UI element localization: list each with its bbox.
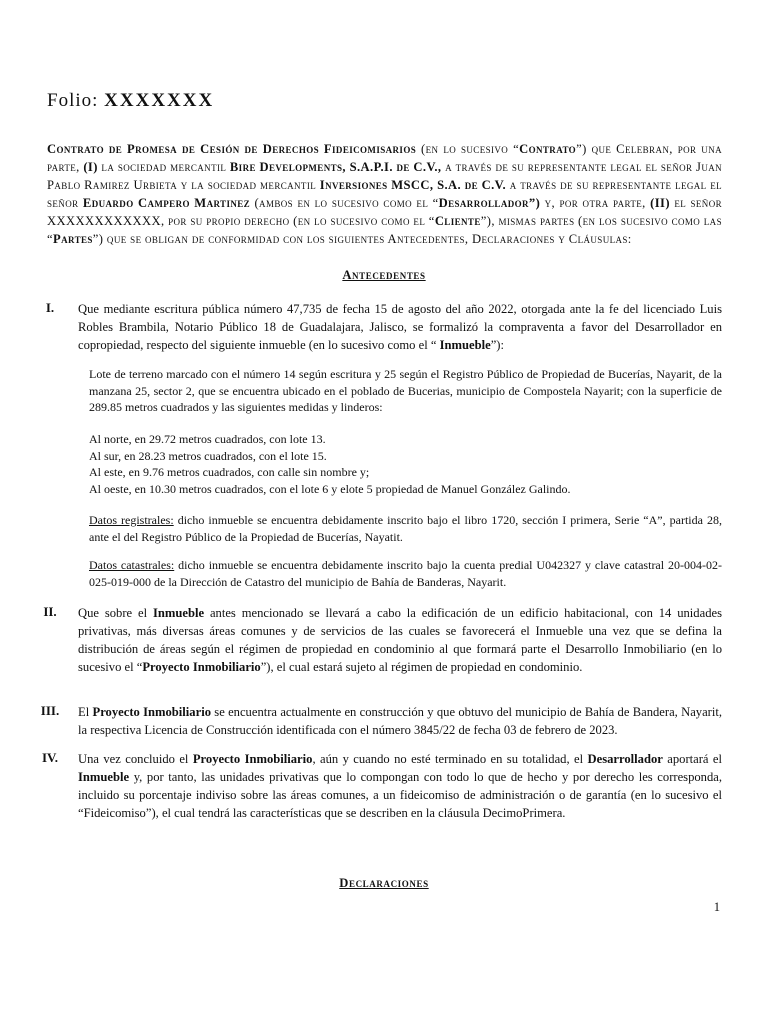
item-text [78,703,722,739]
antecedente-item-2 [32,604,722,676]
contract-intro [47,140,722,248]
lindero-oeste: Al oeste, en 10.30 metros cuadrados, con el lote 6 y elote 5 propiedad de Manuel González Galindo. [89,481,571,496]
intro-text: ”) que se obligan de conformidad con los siguientes Antecedentes, Declaraciones y Cláusulas: [92,232,632,246]
item-number: II. [43,604,57,619]
text-run: Que mediante escritura pública número 47,735 de fecha 15 de agosto del año 2022, otorgada ante la fe del licenciado Luis Robles Brambila, Notario Público 18 de Guadalajara, Jalisco, se formalizó la compraventa a favor del Desarrollador en copropiedad, respecto del siguiente inmueble (en lo sucesivo como el “ [78,302,722,352]
intro-text: el señor XXXXXXXXXXXX, por su propio derecho (en lo sucesivo como el “ [47,196,723,228]
intro-text: (en lo sucesivo “ [416,142,520,156]
antecedentes-heading: Antecedentes [342,268,426,282]
item-text [78,750,722,822]
text-run: antes mencionado se llevará a cabo la edificación de un edificio habitacional, con 14 unidades privativas, más diversas áreas comunes y de servicios de las cuales se favorecerá el Inmueble una vez que se defina la distribución de áreas según el régimen de propiedad en condominio al que formará parte el Desarrollo Inmobiliario (en lo sucesivo el “ [78,606,722,674]
lindero-sur: Al sur, en 28.23 metros cuadrados, con el lote 15. [89,448,327,463]
text-run: ”), el cual estará sujeto al régimen de propiedad en condominio. [260,660,583,674]
lote-description: Lote de terreno marcado con el número 14 según escritura y 25 según el Registro Público de Propiedad de Bucerías, Nayarit, de la manzana 25, sector 2, que se encuentra ubicado en el poblado de Bucerias, municipio de Compostela Nayarit; con la superficie de 289.85 metros cuadrados y las siguientes medidas y linderos: [89,367,722,414]
text-run: El [78,705,93,719]
intro-bold: Inversiones MSCC, S.A. de C.V. [319,178,507,192]
intro-bold: (II) [650,196,670,210]
item-text [78,300,722,354]
datos-catastrales [89,557,722,590]
text-run: , aún y cuando no esté terminado en su totalidad, el [312,752,588,766]
datos-registrales-text: dicho inmueble se encuentra debidamente inscrito bajo el libro 1720, sección I primera, Serie “A”, partida 28, ante el del Registro Público de la Propiedad de Bucerías, Nayatit. [89,513,723,544]
antecedente-item-1 [32,300,722,354]
datos-catastrales-text: dicho inmueble se encuentra debidamente inscrito bajo la cuenta predial U042327 y clave catastral 20-004-02-025-019-000 de la Dirección de Catastro del municipio de Bahía de Banderas, Nayarit. [89,558,722,589]
text-bold: Proyecto Inmobiliario [142,660,261,674]
datos-registrales-label: Datos registrales: [89,513,174,527]
datos-catastrales-label: Datos catastrales: [89,558,175,572]
item-number: I. [45,300,55,315]
intro-text: ”) que Celebran, por una parte, [47,142,722,174]
page-number: 1 [713,900,720,914]
intro-bold: Contrato [519,142,577,156]
intro-text: ”), mismas partes (en los sucesivo como las “ [47,214,722,246]
linderos [89,431,722,497]
intro-bold: Eduardo Campero Martinez [82,196,251,210]
text-run: ”): [490,338,504,352]
antecedente-item-3 [32,703,722,739]
folio-value: XXXXXXX [104,90,215,111]
lindero-norte: Al norte, en 29.72 metros cuadrados, con lote 13. [89,432,326,446]
item-number: III. [40,703,60,718]
text-bold: Inmueble [439,338,491,352]
intro-text: a través de su representante legal el señor [47,178,722,210]
intro-bold: Cliente [434,214,481,228]
text-bold: Desarrollador [587,752,663,766]
intro-text: a través de su representante legal el señor Juan Pablo Ramirez Urbieta y la sociedad mercantil [47,160,723,192]
contract-title: Contrato de Promesa de Cesión de Derechos Fideicomisarios [47,142,417,156]
text-run: aportará el [662,752,723,766]
folio [47,90,214,112]
text-bold: Proyecto Inmobiliario [192,752,313,766]
text-run: Una vez concluido el [78,752,193,766]
intro-bold: (I) [83,160,98,174]
intro-text: y, por otra parte, [540,196,651,210]
text-bold: Inmueble [78,770,130,784]
text-run: y, por tanto, las unidades privativas que lo compongan con todo lo que de hecho y por derecho les corresponda, incluido su porcentaje indiviso sobre las áreas comunes, a un fideicomiso de administración o de garantía (en lo sucesivo el “Fideicomiso”), el cual tendrá las características que se describen en la cláusula DecimoPrimera. [78,770,722,820]
text-bold: Proyecto Inmobiliario [92,705,211,719]
intro-bold: Bire Developments, S.A.P.I. de C.V., [229,160,442,174]
intro-bold: Desarrollador”) [438,196,541,210]
text-run: Que sobre el [78,606,153,620]
item-text [78,604,722,676]
folio-label: Folio: [47,90,99,111]
text-run: se encuentra actualmente en construcción y que obtuvo del municipio de Bahía de Bandera, Nayarit, la respectiva Licencia de Construcción identificada con el número 3845/22 de fecha 03 de febrero de 2023. [78,705,723,737]
text-bold: Inmueble [152,606,205,620]
declaraciones-heading: Declaraciones [339,876,429,890]
intro-bold: Partes [53,232,93,246]
item-number: IV. [41,750,59,765]
lindero-este: Al este, en 9.76 metros cuadrados, con calle sin nombre y; [89,465,370,479]
antecedente-item-4 [32,750,722,822]
datos-registrales [89,512,722,545]
intro-text: (ambos en lo sucesivo como el “ [250,196,439,210]
intro-text: la sociedad mercantil [97,160,230,174]
